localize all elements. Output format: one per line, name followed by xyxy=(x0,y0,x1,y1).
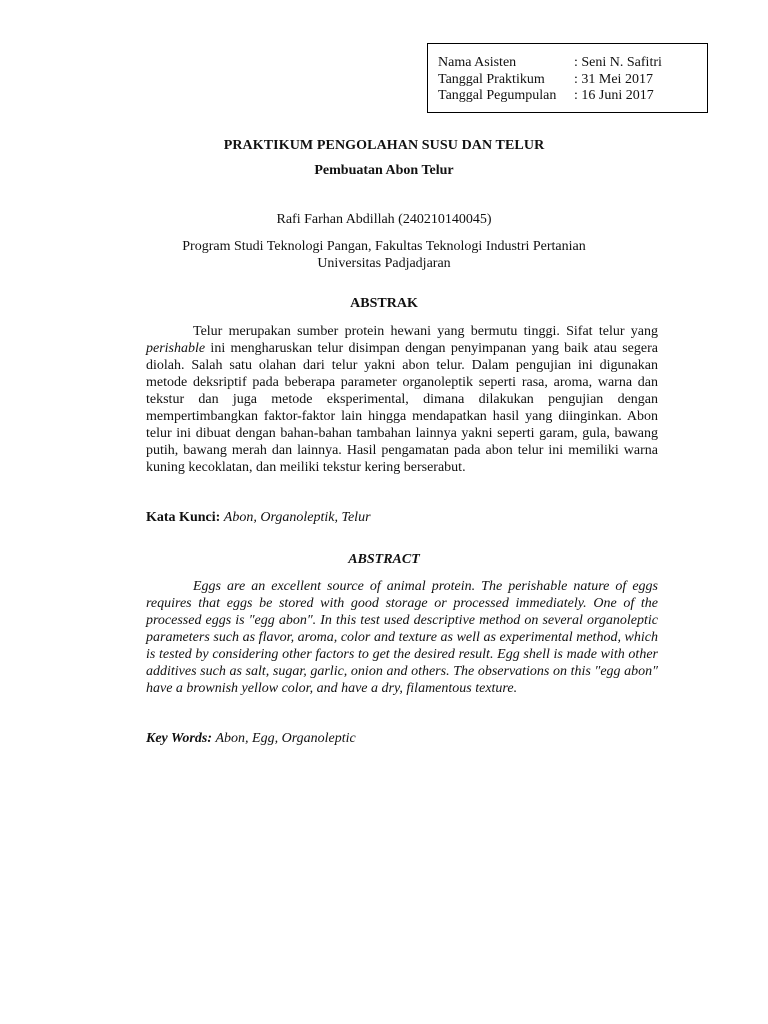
document-title: PRAKTIKUM PENGOLAHAN SUSU DAN TELUR xyxy=(223,138,545,153)
info-value: : 31 Mei 2017 xyxy=(574,71,653,87)
info-box xyxy=(427,43,708,113)
key-words-label: Key Words: xyxy=(146,731,212,746)
info-value: : 16 Juni 2017 xyxy=(574,88,654,103)
abstrak-italic-term: perishable xyxy=(146,341,206,356)
abstrak-text-1: Telur merupakan sumber protein hewani yang bermutu tinggi. Sifat telur yang xyxy=(193,324,658,339)
key-words xyxy=(146,731,356,747)
kata-kunci-values: Abon, Organoleptik, Telur xyxy=(223,510,371,525)
abstrak-heading: ABSTRAK xyxy=(350,296,418,311)
abstract-paragraph: Eggs are an excellent source of animal protein. The perishable nature of eggs requires that eggs be stored with good storage or processed immediately. One of the processed eggs is ″egg abon″. In this test used descriptive method on several organoleptic parameters such as flavor, aroma, color and texture as well as experimental method, which is tested by considering other factors to get the desired result. Egg shell is made with other additives such as salt, sugar, garlic, onion and others. The observations on this ″egg abon″ have a brownish yellow color, and have a dry, filamentous texture. xyxy=(146,579,658,696)
info-label: Tanggal Pegumpulan xyxy=(438,88,557,103)
info-value: : Seni N. Safitri xyxy=(574,55,662,70)
abstract-heading: ABSTRACT xyxy=(348,552,420,567)
key-words-values: Abon, Egg, Organoleptic xyxy=(215,731,356,746)
kata-kunci-label: Kata Kunci: xyxy=(146,510,221,525)
abstrak-paragraph xyxy=(146,323,658,476)
author: Rafi Farhan Abdillah (240210140045) xyxy=(276,212,492,227)
affiliation-line-2: Universitas Padjadjaran xyxy=(317,256,451,271)
affiliation-line-1: Program Studi Teknologi Pangan, Fakultas Teknologi Industri Pertanian xyxy=(182,239,586,254)
info-row-assistant xyxy=(438,55,707,72)
kata-kunci xyxy=(146,510,371,526)
document-subtitle: Pembuatan Abon Telur xyxy=(314,163,454,178)
info-label: Tanggal Praktikum xyxy=(438,71,545,87)
info-row-submission-date xyxy=(438,88,707,105)
info-row-practicum-date xyxy=(438,72,707,89)
abstrak-text-2: ini mengharuskan telur disimpan dengan penyimpanan yang baik atau segera diolah. Salah satu olahan dari telur yakni abon telur. Dalam pengujian ini digunakan metode deksriptif pada beberapa parameter organoleptik seperti rasa, aroma, warna dan tekstur dan juga metode eksperimental, dimana dilakukan pengujian dengan mempertimbangkan faktor-faktor lain hingga mendapatkan hasil yang diinginkan. Abon telur ini dibuat dengan bahan-bahan tambahan lainnya yakni seperti garam, gula, bawang putih, bawang merah dan lainnya. Hasil pengamatan pada abon telur ini memiliki warna kuning kecoklatan, dan meiliki tekstur kering berserabut. xyxy=(146,341,658,475)
info-label: Nama Asisten xyxy=(438,55,517,70)
affiliation xyxy=(0,238,768,272)
